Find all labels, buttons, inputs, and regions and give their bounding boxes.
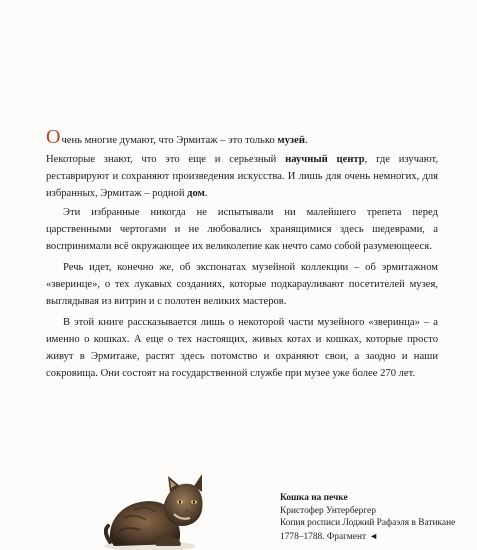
paragraph-4: Речь идет, конечно же, об экспонатах музейной коллекции – об эрмитажном «зверинце», о тех лукавых созданиях, которые подкарауливают посетителей музея, выглядывая из витрин и с полотен великих мастеров. xyxy=(46,262,438,307)
p2-text-b: , где изучают, реставрируют и сохраняют произведения искусства. И лишь для очень немногих, для избранных, Эрмитаж – родной xyxy=(46,154,438,199)
caption-title: Кошка на печке xyxy=(280,493,348,503)
cat-painting-image xyxy=(104,470,206,550)
caption-line-2 xyxy=(280,530,470,544)
caption-author: Кристофер Унтербергер xyxy=(280,505,376,516)
p2-text-c: . xyxy=(204,188,208,199)
p1-bold-museum: музей xyxy=(277,135,305,146)
p2-text-a: Некоторые знают, что это еще и серьезный xyxy=(46,154,286,165)
paragraph-5: В этой книге рассказывается лишь о некоторой части музейного «зверинца» – а именно о кошках. А еще о тех настоящих, живых котах и кошках, которые просто живут в Эрмитаже, растят здесь потомство и охраняют свои, а заодно и наши сокровища. Они состоят на государственной службе при музее уже более 270 лет. xyxy=(46,317,438,379)
caption-line-2-text: 1778–1788. Фрагмент xyxy=(280,531,367,542)
p1-text-b: . xyxy=(304,135,308,146)
arrow-left-icon: ◄ xyxy=(369,530,378,541)
paragraph-3: Эти избранные никогда не испытывали ни малейшего трепета перед царственными чертогами и не любовались хранящимися здесь шедеврами, а воспринимали всё окружающее их великолепие как нечто само собой разумеющееся. xyxy=(46,207,438,252)
p2-bold-home: дом xyxy=(187,188,205,199)
caption-line-1: Копия росписи Лоджий Рафаэля в Ватикане xyxy=(280,518,456,528)
paragraph-2 xyxy=(46,151,438,202)
paragraph-1 xyxy=(46,126,438,149)
p1-text-a: чень многие думают, что Эрмитаж – это только xyxy=(61,135,278,146)
p2-bold-science: научный центр xyxy=(285,154,365,165)
article-body xyxy=(46,126,438,386)
image-caption xyxy=(280,492,470,543)
drop-cap: О xyxy=(46,126,61,148)
